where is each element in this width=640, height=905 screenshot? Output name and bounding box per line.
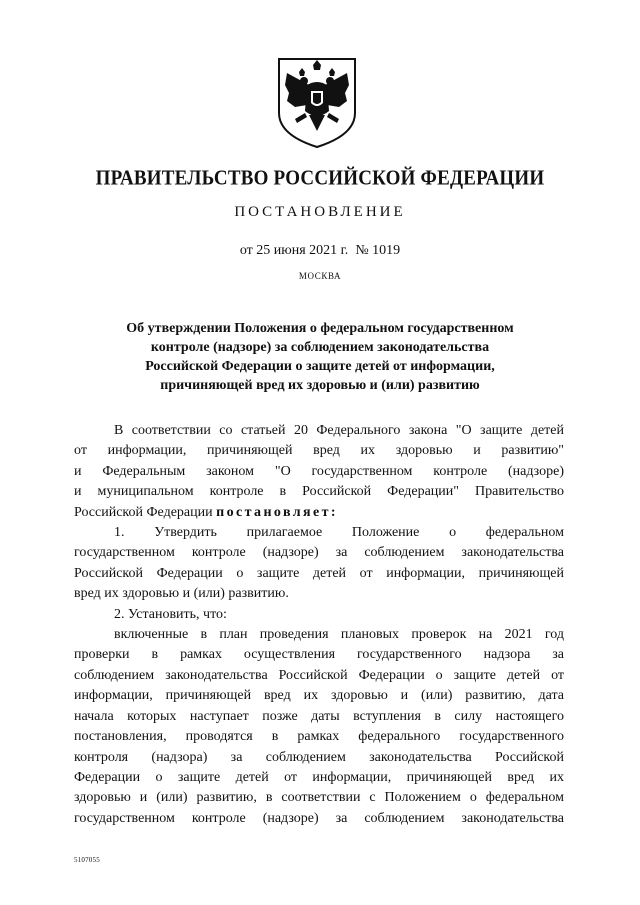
- document-subject: [60, 319, 580, 395]
- body-line: и Федеральным законом "О государственном контроле (надзоре): [74, 463, 564, 479]
- document-date: от 25 июня 2021 г.: [239, 243, 349, 258]
- document-type: ПОСТАНОВЛЕНИЕ: [234, 204, 406, 220]
- document-date-line: [0, 243, 640, 259]
- body-line: 1. Утвердить прилагаемое Положение о федеральном: [114, 525, 564, 541]
- subject-line: Российской Федерации о защите детей от информации,: [145, 359, 495, 374]
- body-line: государственном контроле (надзоре) за соблюдением законодательства: [74, 810, 564, 826]
- body-line: информации, причиняющей вред их здоровью и (или) развитию, дата: [74, 688, 564, 704]
- resolution-keyword: постановляет:: [216, 504, 338, 520]
- government-title: ПРАВИТЕЛЬСТВО РОССИЙСКОЙ ФЕДЕРАЦИИ: [95, 166, 545, 190]
- subject-line: Об утверждении Положения о федеральном государственном: [126, 321, 514, 336]
- subject-line: контроле (надзоре) за соблюдением законодательства: [150, 340, 490, 355]
- body-line: Российской Федерации о защите детей от информации, причиняющей: [74, 565, 564, 581]
- body-line: [74, 503, 564, 523]
- city: МОСКВА: [298, 271, 342, 281]
- body-line: включенные в план проведения плановых проверок на 2021 год: [114, 627, 564, 643]
- body-line: и муниципальном контроле в Российской Федерации" Правительство: [74, 484, 564, 500]
- body-line: проверки в рамках осуществления государственного надзора за: [74, 647, 564, 663]
- russian-coat-of-arms-icon: [273, 55, 361, 149]
- subject-line: причиняющей вред их здоровью и (или) развитию: [160, 378, 480, 393]
- body-line: В соответствии со статьей 20 Федерального закона "О защите детей: [114, 423, 564, 438]
- body-line: соблюдением законодательства Российской Федерации о защите детей от: [74, 667, 564, 683]
- body-line: от информации, причиняющей вред их здоровью и развитию": [74, 443, 564, 459]
- body-line: Федерации о защите детей от информации, причиняющей вред их: [74, 769, 564, 785]
- document-code: 5107055: [74, 856, 100, 864]
- body-line: государственном контроле (надзоре) за соблюдением законодательства: [74, 545, 564, 561]
- body-line: здоровью и (или) развитию, в соответствии с Положением о федеральном: [74, 790, 564, 806]
- body-line: 2. Установить, что:: [114, 606, 227, 622]
- body-line: постановления, проводятся в рамках федерального государственного: [74, 729, 564, 745]
- body-line: вред их здоровью и (или) развитию.: [74, 586, 289, 602]
- document-number: № 1019: [355, 243, 401, 258]
- body-line-prefix: Российской Федерации: [74, 504, 213, 520]
- body-line: начала которых наступает позже даты вступления в силу настоящего: [74, 708, 564, 724]
- document-body: [74, 421, 564, 829]
- body-line: контроля (надзора) за соблюдением законодательства Российской: [74, 749, 564, 765]
